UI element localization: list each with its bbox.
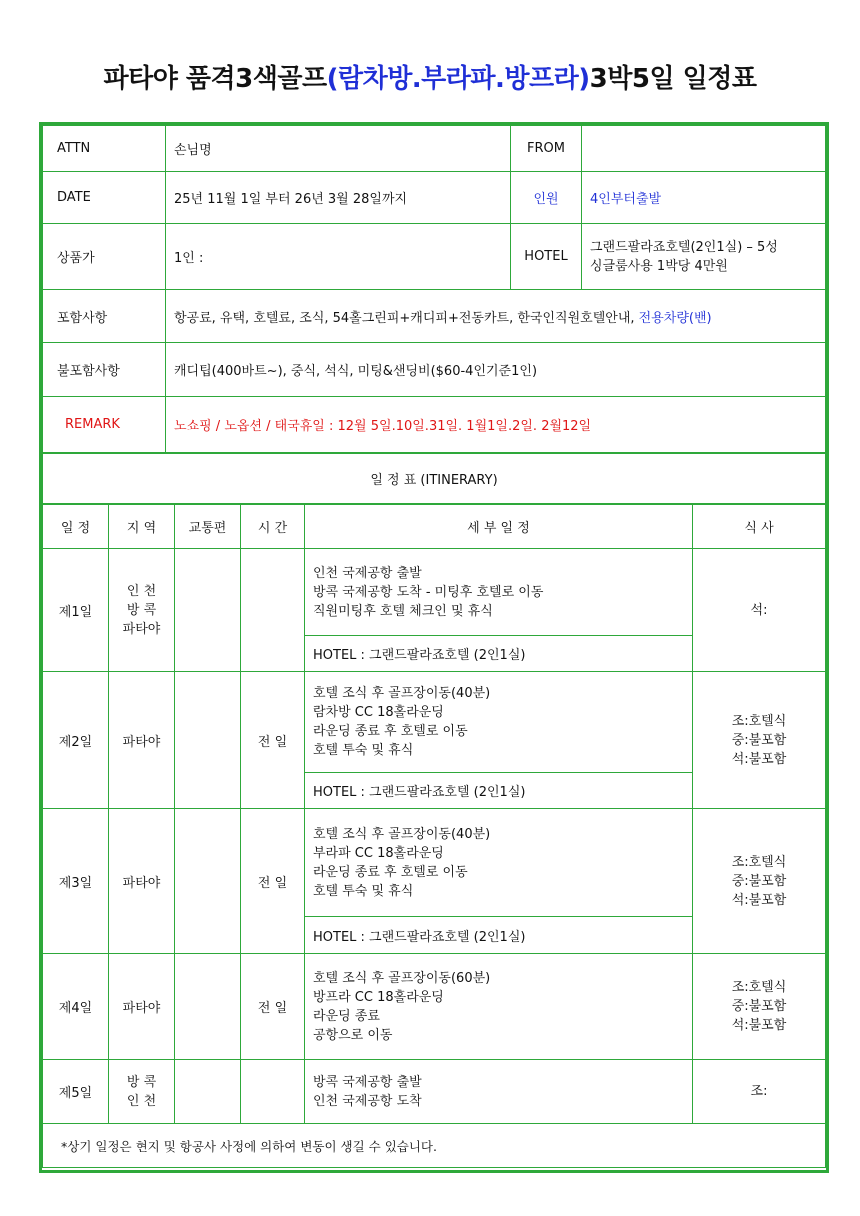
- page-title: [0, 58, 860, 95]
- schedule-line: 라운딩 종료 후 호텔로 이동: [313, 864, 468, 880]
- region-line: 방 콕: [126, 1074, 157, 1090]
- day-time: [241, 549, 305, 672]
- day-row: [43, 954, 826, 1060]
- hotel-value-line2: 싱글룸사용 1박당 4만원: [590, 258, 728, 274]
- title-main: 파타야 품격3색골프: [103, 64, 327, 94]
- col-header-day: 일 정: [43, 505, 109, 549]
- info-table: [42, 125, 826, 453]
- col-header-time: 시 간: [241, 505, 305, 549]
- col-header-transport: 교통편: [175, 505, 241, 549]
- schedule-line: 호텔 조식 후 골프장이동(40분): [313, 686, 491, 701]
- day-time: [241, 1060, 305, 1124]
- day-hotel: HOTEL : 그랜드팔라죠호텔 (2인1실): [305, 773, 693, 809]
- day-schedule: [305, 954, 693, 1060]
- day-meals: [693, 1060, 826, 1124]
- meal-line: 석:: [750, 602, 768, 618]
- schedule-line: 직원미팅후 호텔 체크인 및 휴식: [313, 603, 493, 619]
- include-label: 포함사항: [43, 290, 166, 343]
- hotel-value-line1: 그랜드팔라죠호텔(2인1실) – 5성: [590, 239, 778, 255]
- day-label: 제1일: [43, 549, 109, 672]
- day-row: [43, 672, 826, 773]
- meal-line: 조:: [750, 1084, 768, 1099]
- schedule-line: 호텔 조식 후 골프장이동(40분): [313, 826, 491, 842]
- from-value: [582, 126, 826, 172]
- schedule-line: 방콕 국제공항 출발: [313, 1074, 422, 1090]
- region-line: 파타야: [122, 621, 161, 637]
- day-meals: [693, 809, 826, 954]
- date-label: DATE: [43, 172, 166, 224]
- day-label: 제4일: [43, 954, 109, 1060]
- day-row: [43, 549, 826, 636]
- day-transport: [175, 1060, 241, 1124]
- attn-label: ATTN: [43, 126, 166, 172]
- day-meals: [693, 954, 826, 1060]
- meal-line: 중:불포함: [731, 999, 787, 1014]
- day-region: [109, 549, 175, 672]
- schedule-line: 방프라 CC 18홀라운딩: [313, 989, 444, 1005]
- day-transport: [175, 549, 241, 672]
- footnote: *상기 일정은 현지 및 항공사 사정에 의하여 변동이 생길 수 있습니다.: [43, 1124, 826, 1168]
- day-label: 제3일: [43, 809, 109, 954]
- pax-label: 인원: [511, 172, 582, 224]
- day-hotel: HOTEL : 그랜드팔라죠호텔 (2인1실): [305, 917, 693, 954]
- meal-line: 석:불포함: [731, 892, 787, 908]
- from-label: FROM: [511, 126, 582, 172]
- col-header-region: 지 역: [109, 505, 175, 549]
- remark-value: 노쇼핑 / 노옵션 / 태국휴일 : 12월 5일.10일.31일. 1월1일.2일. 2월12일: [166, 397, 826, 453]
- day-region: 파타야: [109, 954, 175, 1060]
- include-value-text: 항공료, 유택, 호텔료, 조식, 54홀그린피+캐디피+전동카트, 한국인직원호텔안내,: [174, 310, 639, 326]
- schedule-line: 인천 국제공항 도착: [313, 1093, 422, 1109]
- title-courses: (람차방.부라파.방프라): [326, 64, 590, 94]
- day-transport: [175, 954, 241, 1060]
- schedule-line: 호텔 투숙 및 휴식: [313, 743, 414, 758]
- meal-line: 중:불포함: [731, 873, 787, 889]
- day-schedule: [305, 549, 693, 636]
- day-time: 전 일: [241, 809, 305, 954]
- itinerary-title: 일 정 표 (ITINERARY): [43, 454, 826, 504]
- pax-value: 4인부터출발: [582, 172, 826, 224]
- day-row: [43, 809, 826, 917]
- day-region: 파타야: [109, 672, 175, 809]
- include-value-van: 전용차량(밴): [638, 310, 712, 326]
- col-header-schedule: 세 부 일 정: [305, 505, 693, 549]
- schedule-line: 호텔 투숙 및 휴식: [313, 883, 414, 899]
- price-label: 상품가: [43, 224, 166, 290]
- day-transport: [175, 672, 241, 809]
- schedule-line: 호텔 조식 후 골프장이동(60분): [313, 970, 491, 986]
- day-region: [109, 1060, 175, 1124]
- day-schedule: [305, 809, 693, 917]
- itinerary-title-table: [42, 453, 826, 504]
- date-value: 25년 11월 1일 부터 26년 3월 28일까지: [166, 172, 511, 224]
- meal-line: 조:호텔식: [731, 980, 787, 995]
- meal-line: 중:불포함: [731, 732, 787, 748]
- day-transport: [175, 809, 241, 954]
- title-duration: 3박5일 일정표: [589, 64, 757, 94]
- schedule-line: 방콕 국제공항 도착 - 미팅후 호텔로 이동: [313, 584, 544, 600]
- region-line: 인 천: [126, 1093, 157, 1109]
- day-region: 파타야: [109, 809, 175, 954]
- meal-line: 조:호텔식: [731, 713, 787, 729]
- meal-line: 석:불포함: [731, 1018, 787, 1033]
- day-row: [43, 1060, 826, 1124]
- day-time: 전 일: [241, 954, 305, 1060]
- day-schedule: [305, 672, 693, 773]
- schedule-line: 인천 국제공항 출발: [313, 565, 422, 581]
- schedule-line: 라운딩 종료: [313, 1008, 380, 1024]
- exclude-value: 캐디팁(400바트~), 중식, 석식, 미팅&샌딩비($60-4인기준1인): [166, 343, 826, 397]
- hotel-label: HOTEL: [511, 224, 582, 290]
- schedule-table: [42, 504, 826, 1168]
- region-line: 방 콕: [126, 602, 157, 618]
- schedule-line: 부라파 CC 18홀라운딩: [313, 845, 444, 861]
- schedule-line: 공항으로 이동: [313, 1027, 393, 1043]
- schedule-line: 람차방 CC 18홀라운딩: [313, 705, 444, 720]
- day-meals: [693, 549, 826, 672]
- region-line: 인 천: [126, 583, 157, 599]
- hotel-value: [582, 224, 826, 290]
- itinerary-sheet: [39, 122, 829, 1173]
- day-label: 제2일: [43, 672, 109, 809]
- day-meals: [693, 672, 826, 809]
- day-schedule: [305, 1060, 693, 1124]
- col-header-meals: 식 사: [693, 505, 826, 549]
- day-time: 전 일: [241, 672, 305, 809]
- schedule-line: 라운딩 종료 후 호텔로 이동: [313, 724, 468, 739]
- day-label: 제5일: [43, 1060, 109, 1124]
- meal-line: 석:불포함: [731, 751, 787, 767]
- attn-value: 손님명: [166, 126, 511, 172]
- remark-label: REMARK: [43, 397, 166, 453]
- include-value: [166, 290, 826, 343]
- price-value: 1인 :: [166, 224, 511, 290]
- day-hotel: HOTEL : 그랜드팔라죠호텔 (2인1실): [305, 636, 693, 672]
- exclude-label: 불포함사항: [43, 343, 166, 397]
- meal-line: 조:호텔식: [731, 854, 787, 870]
